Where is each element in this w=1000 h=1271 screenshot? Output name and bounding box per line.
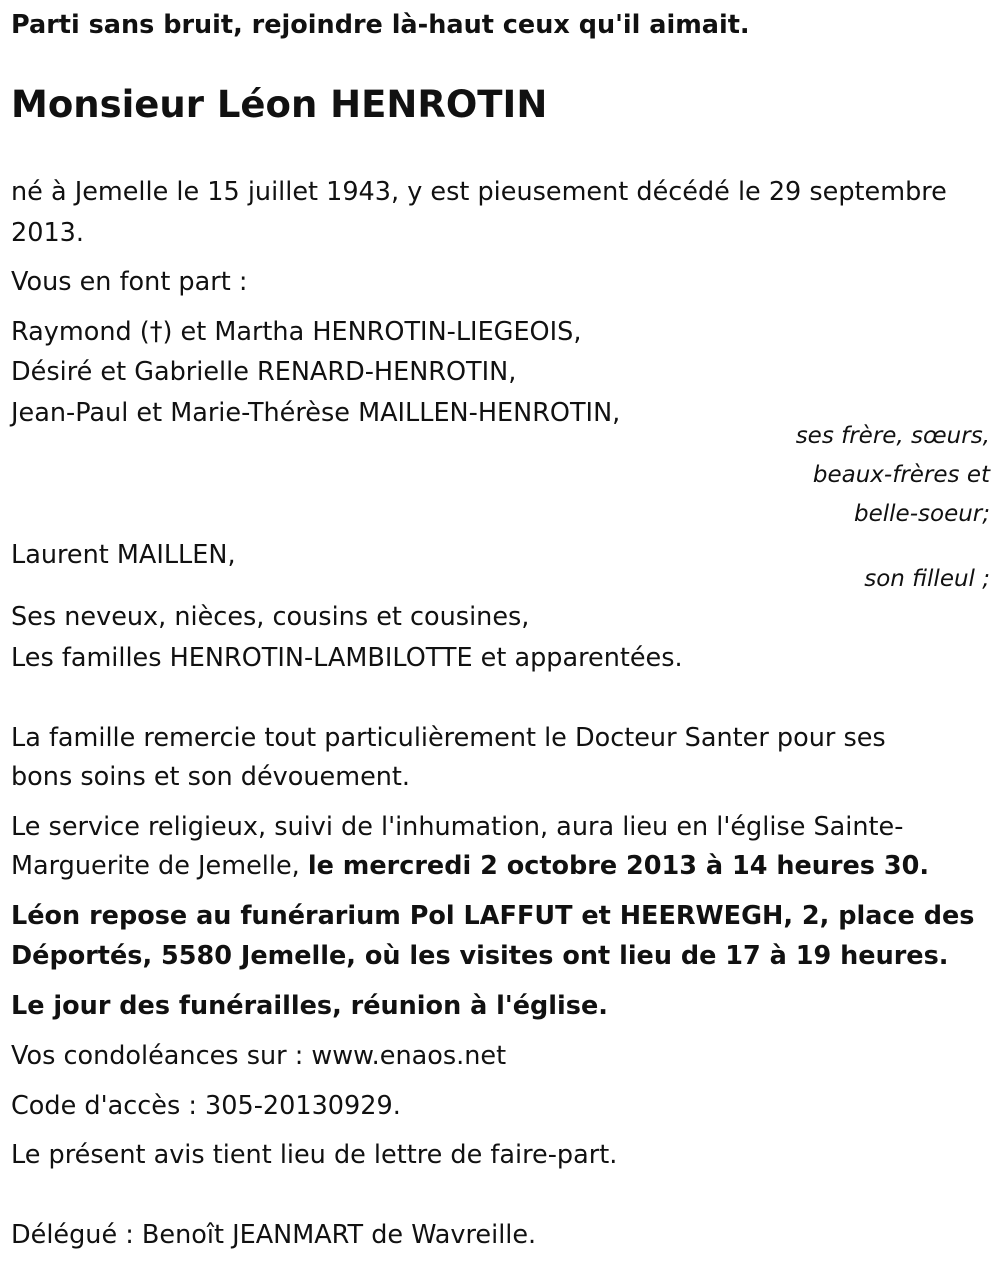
thanks-line-2: bons soins et son dévouement. — [11, 762, 411, 792]
siblings-role-line: belle-soeur; — [854, 501, 990, 527]
sibling-line: Raymond (†) et Martha HENROTIN-LIEGEOIS, — [11, 317, 582, 347]
service-line-2 — [11, 846, 929, 886]
access-code-line: Code d'accès : 305-20130929. — [11, 1091, 401, 1121]
delegate-line: Délégué : Benoît JEANMART de Wavreille. — [11, 1220, 537, 1250]
service-line-1: Le service religieux, suivi de l'inhumation, aura lieu en l'église Sainte- — [11, 812, 904, 842]
birth-line-2: 2013. — [11, 218, 85, 248]
visit-line-1: Léon repose au funérarium Pol LAFFUT et HEERWEGH, 2, place des — [11, 901, 975, 931]
service-date: le mercredi 2 octobre 2013 à 14 heures 30. — [307, 851, 930, 881]
sibling-line: Jean-Paul et Marie-Thérèse MAILLEN-HENROTIN, — [11, 398, 621, 428]
service-location: Marguerite de Jemelle, — [11, 851, 308, 881]
siblings-role-line: beaux-frères et — [812, 462, 990, 488]
notice-line: Le présent avis tient lieu de lettre de faire-part. — [11, 1140, 618, 1170]
visit-line-2: Déportés, 5580 Jemelle, où les visites ont lieu de 17 à 19 heures. — [11, 941, 949, 971]
godson-role: son filleul ; — [864, 566, 990, 592]
siblings-role-line: ses frère, sœurs, — [795, 423, 990, 449]
godson-line: Laurent MAILLEN, — [11, 540, 236, 570]
sibling-line: Désiré et Gabrielle RENARD-HENROTIN, — [11, 357, 517, 387]
funeral-day-note: Le jour des funérailles, réunion à l'église. — [11, 991, 608, 1021]
thanks-line-1: La famille remercie tout particulièrement le Docteur Santer pour ses — [11, 723, 886, 753]
relatives-line: Ses neveux, nièces, cousins et cousines, — [11, 602, 530, 632]
motto: Parti sans bruit, rejoindre là-haut ceux qu'il aimait. — [11, 10, 750, 40]
deceased-name: Monsieur Léon HENROTIN — [11, 83, 548, 126]
announce-intro: Vous en font part : — [11, 267, 248, 297]
relatives-line: Les familles HENROTIN-LAMBILOTTE et apparentées. — [11, 643, 683, 673]
birth-line-1: né à Jemelle le 15 juillet 1943, y est pieusement décédé le 29 septembre — [11, 177, 947, 207]
condolences-line: Vos condoléances sur : www.enaos.net — [11, 1041, 507, 1071]
